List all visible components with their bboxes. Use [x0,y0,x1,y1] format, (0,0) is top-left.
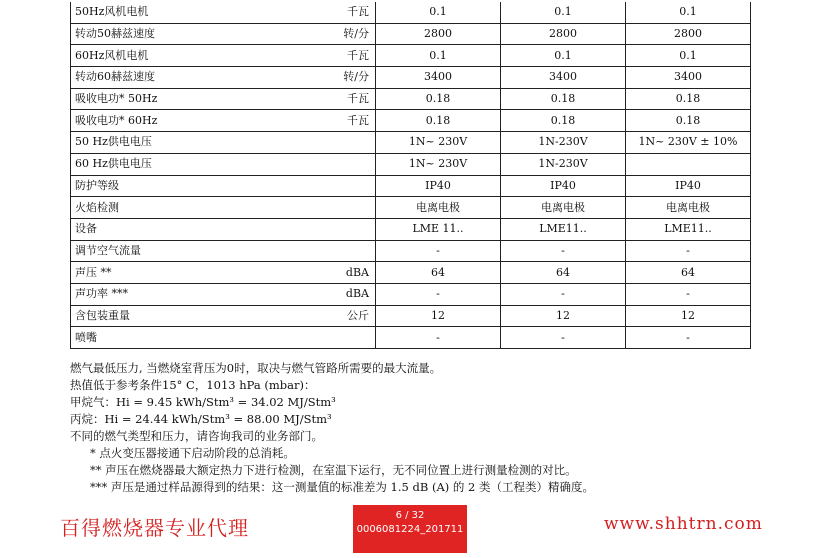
value-cell-2: 0.1 [501,45,626,67]
value-cell-2: 0.18 [501,110,626,132]
note-methane: 甲烷气：Hi = 9.45 kWh/Stm³ = 34.02 MJ/Stm³ [70,395,336,409]
value-cell-2: 64 [501,262,626,284]
value-cell-1: 电离电极 [376,197,501,219]
table-row [71,2,751,23]
unit-cell: 转/分 [306,67,376,89]
value-cell-1: IP40 [376,175,501,197]
spec-table-body [71,2,751,349]
note-min-pressure: 燃气最低压力, 当燃烧室背压为0时，取决与燃气管路所需要的最大流量。 [70,361,442,375]
table-row [71,67,751,89]
unit-cell [306,218,376,240]
unit-cell: dBA [306,283,376,305]
footnote-3: *** 声压是通过样品源得到的结果：这一测量值的标准差为 1.5 dB (A) 的 2 类（工程类）精确度。 [90,480,595,494]
footnote-1: * 点火变压器接通下启动阶段的总消耗。 [90,446,295,460]
value-cell-3: 12 [626,305,751,327]
table-row [71,305,751,327]
param-cell: 吸收电功* 50Hz [71,88,306,110]
param-cell: 50Hz风机电机 [71,2,306,23]
value-cell-2: 0.18 [501,88,626,110]
value-cell-2: 1N-230V [501,132,626,154]
param-cell: 转动60赫兹速度 [71,67,306,89]
value-cell-1: - [376,240,501,262]
param-cell: 防护等级 [71,175,306,197]
unit-cell [306,197,376,219]
value-cell-1: 0.1 [376,45,501,67]
value-cell-1: 0.1 [376,2,501,23]
unit-cell: 千瓦 [306,45,376,67]
notes [70,360,760,496]
unit-cell: 公斤 [306,305,376,327]
value-cell-2: IP40 [501,175,626,197]
value-cell-3: - [626,327,751,349]
value-cell-2: - [501,240,626,262]
value-cell-3: 电离电极 [626,197,751,219]
table-row [71,218,751,240]
table-row [71,262,751,284]
table-row [71,110,751,132]
value-cell-1: - [376,327,501,349]
table-row [71,88,751,110]
value-cell-2: 1N-230V [501,153,626,175]
param-cell: 60 Hz供电电压 [71,153,306,175]
param-cell: 吸收电功* 60Hz [71,110,306,132]
unit-cell [306,175,376,197]
value-cell-1: LME 11.. [376,218,501,240]
param-cell: 火焰检测 [71,197,306,219]
note-propane: 丙烷：Hi = 24.44 kWh/Stm³ = 88.00 MJ/Stm³ [70,412,332,426]
value-cell-2: 0.1 [501,2,626,23]
footer-brand: 百得燃烧器专业代理 [60,516,249,540]
value-cell-3 [626,153,751,175]
value-cell-3: 1N~ 230V ± 10% [626,132,751,154]
unit-cell [306,132,376,154]
value-cell-1: 64 [376,262,501,284]
value-cell-1: 1N~ 230V [376,132,501,154]
table-row [71,175,751,197]
value-cell-3: - [626,240,751,262]
footnote-2: ** 声压在燃烧器最大额定热力下进行检测，在室温下运行，无不同位置上进行测量检测的对比。 [90,463,577,477]
value-cell-2: 12 [501,305,626,327]
value-cell-3: IP40 [626,175,751,197]
value-cell-2: - [501,327,626,349]
value-cell-3: - [626,283,751,305]
table-row [71,153,751,175]
value-cell-1: 1N~ 230V [376,153,501,175]
param-cell: 调节空气流量 [71,240,306,262]
param-cell: 50 Hz供电电压 [71,132,306,154]
page-number: 6 / 32 [395,510,425,521]
value-cell-1: 12 [376,305,501,327]
value-cell-2: 电离电极 [501,197,626,219]
param-cell: 声功率 *** [71,283,306,305]
table-row [71,327,751,349]
unit-cell: 千瓦 [306,2,376,23]
table-row [71,132,751,154]
value-cell-3: 0.18 [626,110,751,132]
value-cell-1: 2800 [376,23,501,45]
unit-cell [306,327,376,349]
param-cell: 含包装重量 [71,305,306,327]
value-cell-2: 3400 [501,67,626,89]
unit-cell: 千瓦 [306,88,376,110]
table-row [71,45,751,67]
spec-table [70,2,751,349]
value-cell-1: 0.18 [376,88,501,110]
value-cell-3: 0.18 [626,88,751,110]
document-code: 0006081224_201711 [356,524,464,535]
value-cell-3: 3400 [626,67,751,89]
param-cell: 声压 ** [71,262,306,284]
param-cell: 60Hz风机电机 [71,45,306,67]
value-cell-1: 3400 [376,67,501,89]
value-cell-3: 0.1 [626,2,751,23]
value-cell-2: LME11.. [501,218,626,240]
value-cell-3: 64 [626,262,751,284]
note-contact: 不同的燃气类型和压力，请咨询我司的业务部门。 [70,429,323,443]
note-heating-value: 热值低于参考条件15° C，1013 hPa (mbar)： [70,378,316,392]
unit-cell: 千瓦 [306,110,376,132]
value-cell-2: - [501,283,626,305]
param-cell: 喷嘴 [71,327,306,349]
value-cell-1: - [376,283,501,305]
value-cell-1: 0.18 [376,110,501,132]
param-cell: 设备 [71,218,306,240]
unit-cell: 转/分 [306,23,376,45]
value-cell-2: 2800 [501,23,626,45]
value-cell-3: LME11.. [626,218,751,240]
table-row [71,240,751,262]
value-cell-3: 0.1 [626,45,751,67]
unit-cell [306,240,376,262]
param-cell: 转动50赫兹速度 [71,23,306,45]
value-cell-3: 2800 [626,23,751,45]
page-badge [353,505,467,553]
table-row [71,23,751,45]
table-row [71,283,751,305]
unit-cell: dBA [306,262,376,284]
table-row [71,197,751,219]
unit-cell [306,153,376,175]
footer-url[interactable]: www.shhtrn.com [604,514,763,534]
